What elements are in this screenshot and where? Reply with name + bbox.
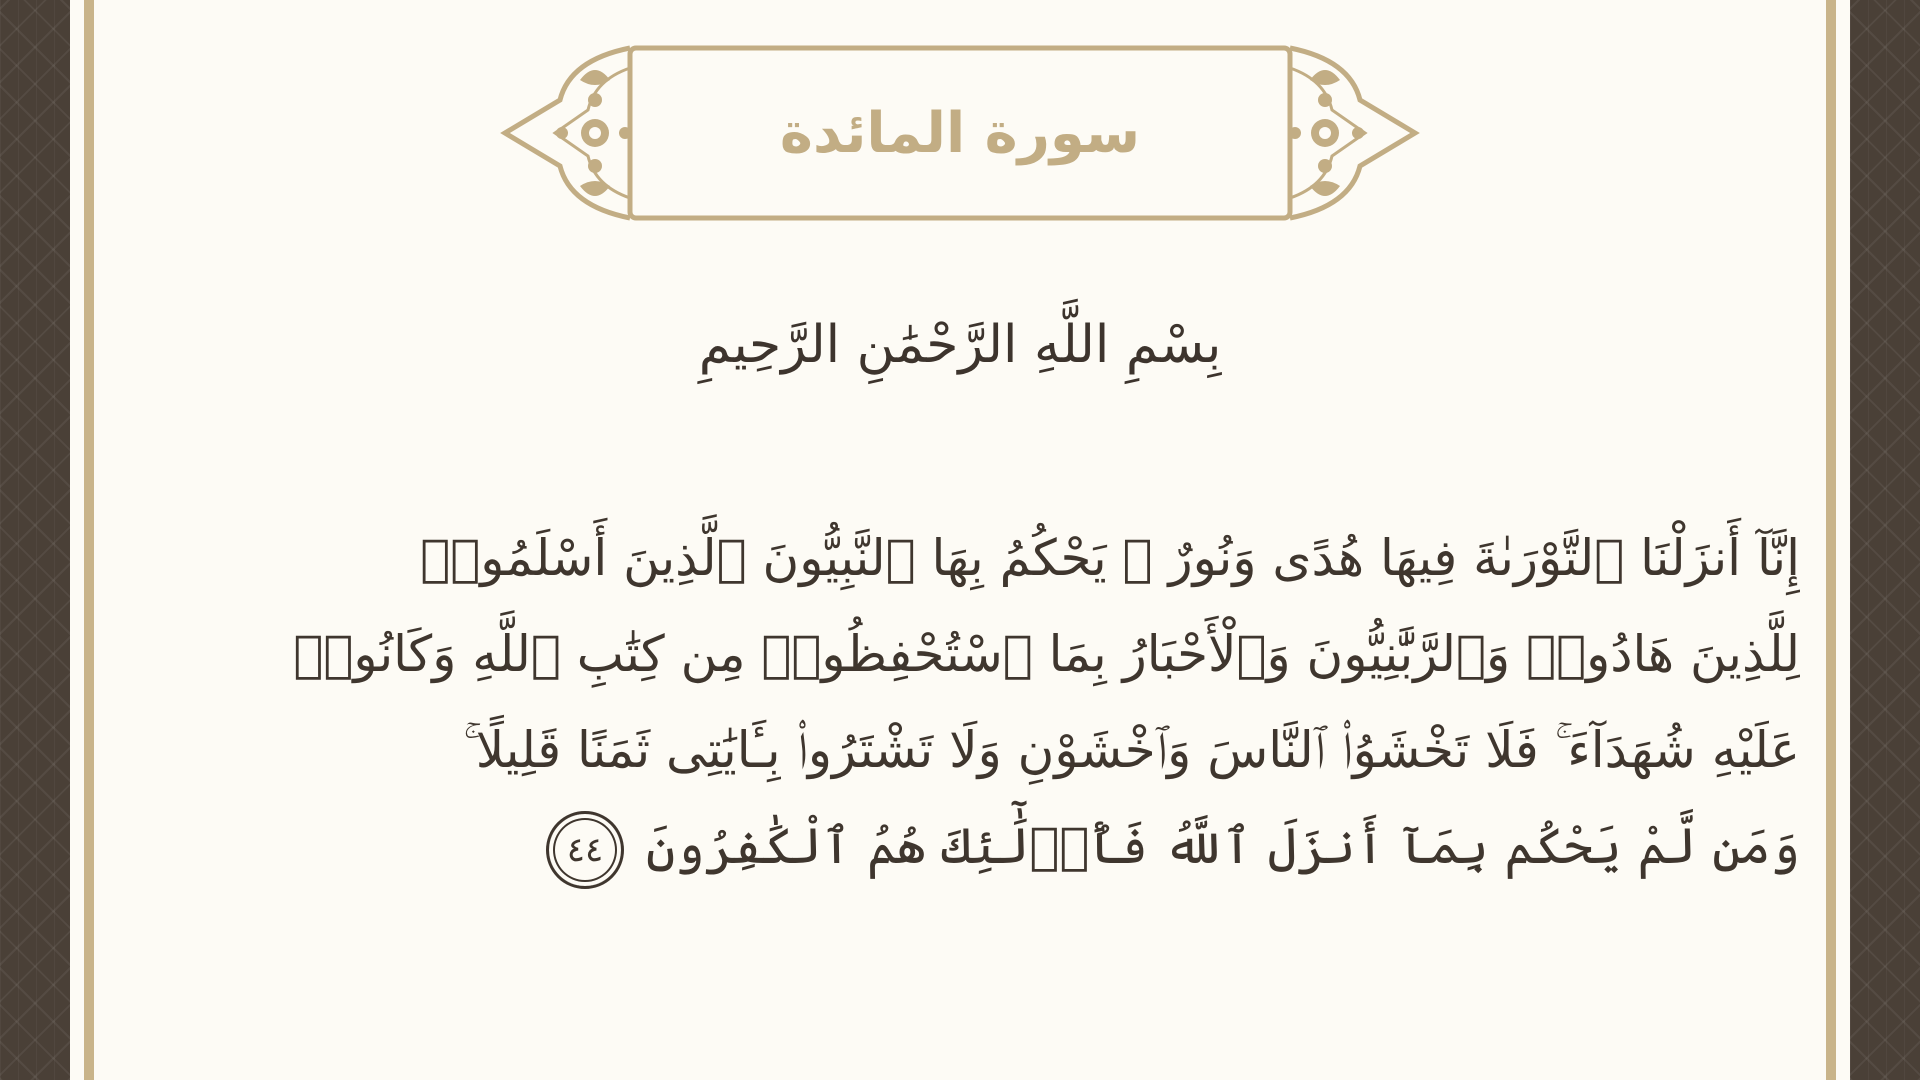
left-ornamental-border xyxy=(0,0,70,1080)
verse-text xyxy=(250,510,1800,894)
verse-line: عَلَيْهِ شُهَدَآءَ ۚ فَلَا تَخْشَوُا۟ ٱلنَّاسَ وَٱخْشَوْنِ وَلَا تَشْتَرُوا۟ بِـَٔايَٰتِى ثَمَنًا قَلِيلًا ۚ xyxy=(463,721,1800,779)
surah-title: سورة المائدة xyxy=(779,100,1141,166)
verse-line: إِنَّآ أَنزَلْنَا ٱلتَّوْرَىٰةَ فِيهَا هُدًى وَنُورٌ ۚ يَحْكُمُ بِهَا ٱلنَّبِيُّونَ ٱلَّذِينَ أَسْلَمُوا۟ xyxy=(420,529,1800,587)
ayah-number-marker: ٤٤ xyxy=(546,811,624,889)
basmala-calligraphy: بِسْمِ اللَّهِ الرَّحْمَٰنِ الرَّحِيمِ xyxy=(698,315,1222,375)
left-gold-rule xyxy=(84,0,94,1080)
surah-title-cartouche xyxy=(500,40,1420,226)
right-ornamental-border xyxy=(1850,0,1920,1080)
verse-line-text: وَمَن لَّمْ يَحْكُم بِمَآ أَنزَلَ ٱللَّهُ فَأُو۟لَٰٓئِكَ هُمُ ٱلْكَٰفِرُونَ xyxy=(646,817,1800,875)
right-gold-rule xyxy=(1826,0,1836,1080)
verse-line: لِلَّذِينَ هَادُوا۟ وَٱلرَّبَّٰنِيُّونَ وَٱلْأَحْبَارُ بِمَا ٱسْتُحْفِظُوا۟ مِن كِتَٰبِ ٱللَّهِ وَكَانُوا۟ xyxy=(293,625,1800,683)
verse-line-last xyxy=(250,798,1800,894)
